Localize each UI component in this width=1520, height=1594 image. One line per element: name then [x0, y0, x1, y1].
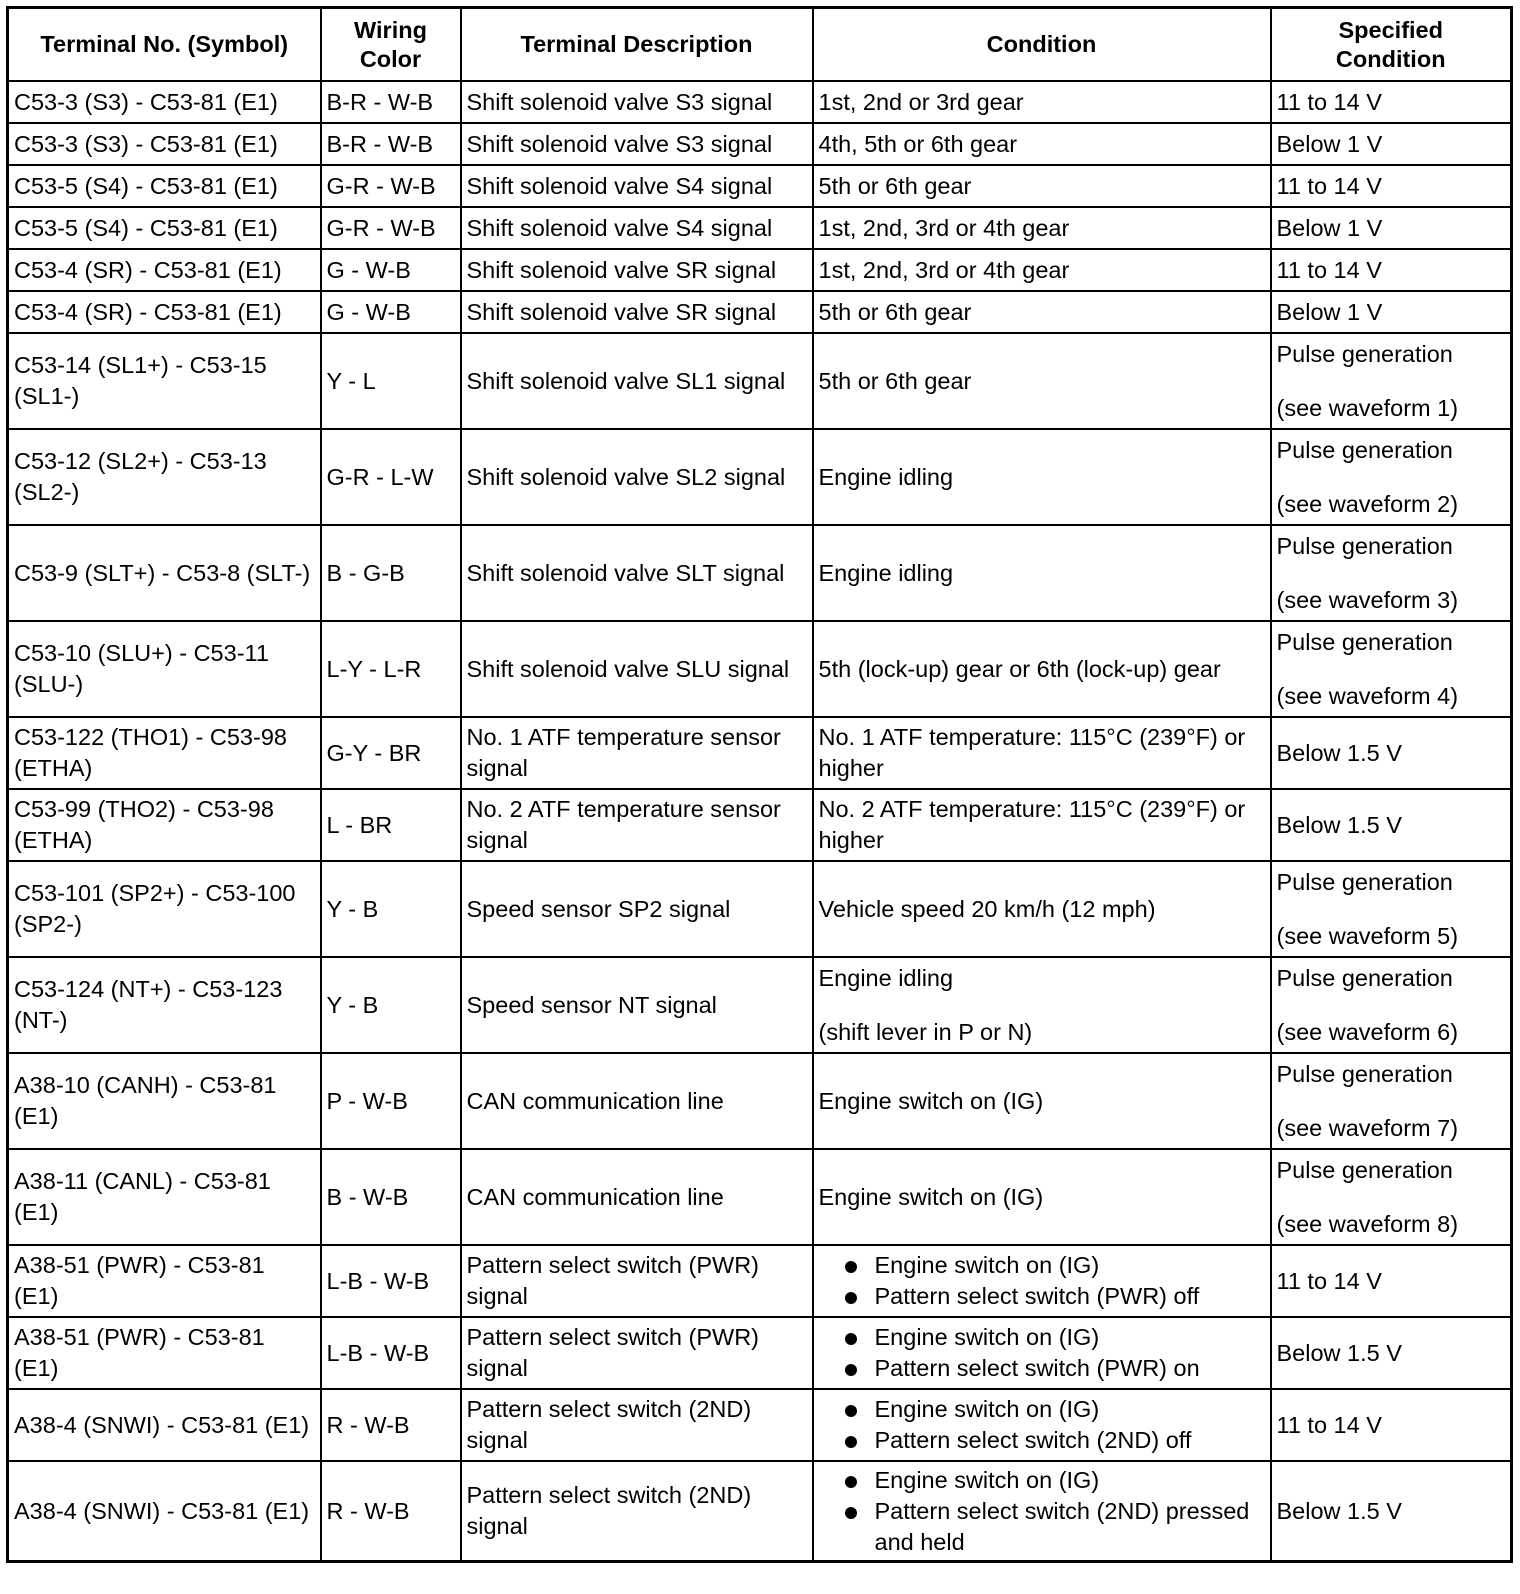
description-cell: No. 2 ATF temperature sensor signal [461, 789, 813, 861]
condition-cell [813, 1317, 1271, 1389]
terminal-cell: C53-3 (S3) - C53-81 (E1) [8, 81, 321, 123]
wiring-cell: P - W-B [321, 1053, 461, 1149]
header-condition: Condition [813, 8, 1271, 82]
condition-cell [813, 1461, 1271, 1562]
terminal-cell: C53-3 (S3) - C53-81 (E1) [8, 123, 321, 165]
specified-cell: Below 1.5 V [1271, 717, 1512, 789]
specified-cell: 11 to 14 V [1271, 1389, 1512, 1461]
description-cell: No. 1 ATF temperature sensor signal [461, 717, 813, 789]
description-cell: Shift solenoid valve SR signal [461, 249, 813, 291]
condition-bullet: Pattern select switch (2ND) pressed and held [825, 1496, 1265, 1558]
condition-cell: 1st, 2nd, 3rd or 4th gear [813, 249, 1271, 291]
description-cell: Pattern select switch (2ND) signal [461, 1389, 813, 1461]
specified-cell: Below 1.5 V [1271, 1461, 1512, 1562]
table-row [8, 621, 1512, 717]
table-row [8, 165, 1512, 207]
description-cell: Shift solenoid valve SLT signal [461, 525, 813, 621]
spec-line-2: (see waveform 7) [1276, 1114, 1459, 1141]
specified-cell [1271, 429, 1512, 525]
wiring-cell: L-B - W-B [321, 1317, 461, 1389]
terminal-cell: C53-10 (SLU+) - C53-11 (SLU-) [8, 621, 321, 717]
spec-line-2: (see waveform 1) [1276, 394, 1459, 421]
wiring-cell: L-Y - L-R [321, 621, 461, 717]
wiring-cell: Y - B [321, 861, 461, 957]
condition-cell: No. 2 ATF temperature: 115°C (239°F) or higher [813, 789, 1271, 861]
spec-line-1: Pulse generation [1276, 964, 1453, 991]
condition-bullet: Engine switch on (IG) [825, 1465, 1265, 1496]
table-row [8, 957, 1512, 1053]
wiring-cell: L-B - W-B [321, 1245, 461, 1317]
spec-line-1: Pulse generation [1276, 628, 1453, 655]
header-terminal: Terminal No. (Symbol) [8, 8, 321, 82]
table-row [8, 1389, 1512, 1461]
description-cell: Speed sensor NT signal [461, 957, 813, 1053]
description-cell: Pattern select switch (2ND) signal [461, 1461, 813, 1562]
terminal-cell: C53-12 (SL2+) - C53-13 (SL2-) [8, 429, 321, 525]
spec-line-1: Pulse generation [1276, 532, 1453, 559]
description-cell: Speed sensor SP2 signal [461, 861, 813, 957]
condition-line-2: (shift lever in P or N) [818, 1018, 1033, 1045]
wiring-cell: L - BR [321, 789, 461, 861]
wiring-cell: G-R - W-B [321, 207, 461, 249]
condition-cell: Engine idling [813, 429, 1271, 525]
description-cell: Shift solenoid valve SL2 signal [461, 429, 813, 525]
condition-cell: Vehicle speed 20 km/h (12 mph) [813, 861, 1271, 957]
condition-cell: 4th, 5th or 6th gear [813, 123, 1271, 165]
specified-cell: Below 1 V [1271, 291, 1512, 333]
condition-bullet: Engine switch on (IG) [825, 1250, 1265, 1281]
condition-cell: Engine switch on (IG) [813, 1149, 1271, 1245]
terminal-cell: C53-4 (SR) - C53-81 (E1) [8, 249, 321, 291]
condition-cell: Engine switch on (IG) [813, 1053, 1271, 1149]
table-row [8, 1461, 1512, 1562]
table-row [8, 1149, 1512, 1245]
wiring-cell: R - W-B [321, 1389, 461, 1461]
specified-cell: 11 to 14 V [1271, 249, 1512, 291]
specified-cell: Below 1.5 V [1271, 1317, 1512, 1389]
wiring-cell: Y - L [321, 333, 461, 429]
condition-bullet: Engine switch on (IG) [825, 1394, 1265, 1425]
description-cell: Shift solenoid valve SLU signal [461, 621, 813, 717]
specified-cell [1271, 861, 1512, 957]
terminal-cell: A38-4 (SNWI) - C53-81 (E1) [8, 1389, 321, 1461]
table-row [8, 861, 1512, 957]
condition-cell: Engine idling [813, 525, 1271, 621]
condition-bullet: Pattern select switch (PWR) off [825, 1281, 1265, 1312]
spec-line-2: (see waveform 5) [1276, 922, 1459, 949]
condition-bullet: Pattern select switch (PWR) on [825, 1353, 1265, 1384]
condition-bullet: Pattern select switch (2ND) off [825, 1425, 1265, 1456]
wiring-cell: R - W-B [321, 1461, 461, 1562]
description-cell: Shift solenoid valve S3 signal [461, 123, 813, 165]
specified-cell: Below 1 V [1271, 207, 1512, 249]
terminal-cell: C53-99 (THO2) - C53-98 (ETHA) [8, 789, 321, 861]
specified-cell [1271, 525, 1512, 621]
wiring-cell: G - W-B [321, 291, 461, 333]
terminal-cell: A38-10 (CANH) - C53-81 (E1) [8, 1053, 321, 1149]
condition-cell [813, 957, 1271, 1053]
terminal-cell: C53-14 (SL1+) - C53-15 (SL1-) [8, 333, 321, 429]
description-cell: CAN communication line [461, 1053, 813, 1149]
specified-cell: 11 to 14 V [1271, 1245, 1512, 1317]
spec-line-1: Pulse generation [1276, 436, 1453, 463]
description-cell: Pattern select switch (PWR) signal [461, 1245, 813, 1317]
condition-cell: 5th (lock-up) gear or 6th (lock-up) gear [813, 621, 1271, 717]
description-cell: Pattern select switch (PWR) signal [461, 1317, 813, 1389]
specified-cell: Below 1.5 V [1271, 789, 1512, 861]
terminal-cell: A38-4 (SNWI) - C53-81 (E1) [8, 1461, 321, 1562]
terminal-cell: C53-101 (SP2+) - C53-100 (SP2-) [8, 861, 321, 957]
table-row [8, 1245, 1512, 1317]
table-row [8, 249, 1512, 291]
table-row [8, 81, 1512, 123]
spec-line-1: Pulse generation [1276, 868, 1453, 895]
specified-cell: 11 to 14 V [1271, 165, 1512, 207]
wiring-cell: B-R - W-B [321, 81, 461, 123]
wiring-cell: G - W-B [321, 249, 461, 291]
table-row [8, 789, 1512, 861]
specified-cell [1271, 333, 1512, 429]
condition-cell: 5th or 6th gear [813, 333, 1271, 429]
spec-line-2: (see waveform 4) [1276, 682, 1459, 709]
specified-cell [1271, 957, 1512, 1053]
table-row [8, 207, 1512, 249]
table-row [8, 123, 1512, 165]
table-row [8, 1053, 1512, 1149]
condition-cell [813, 1245, 1271, 1317]
spec-line-1: Pulse generation [1276, 340, 1453, 367]
spec-line-2: (see waveform 3) [1276, 586, 1459, 613]
specified-cell [1271, 621, 1512, 717]
condition-cell: 1st, 2nd, 3rd or 4th gear [813, 207, 1271, 249]
condition-cell: No. 1 ATF temperature: 115°C (239°F) or higher [813, 717, 1271, 789]
terminal-cell: A38-51 (PWR) - C53-81 (E1) [8, 1317, 321, 1389]
table-row [8, 429, 1512, 525]
condition-cell: 1st, 2nd or 3rd gear [813, 81, 1271, 123]
terminal-cell: C53-122 (THO1) - C53-98 (ETHA) [8, 717, 321, 789]
wiring-cell: Y - B [321, 957, 461, 1053]
table-row [8, 291, 1512, 333]
wiring-cell: B - W-B [321, 1149, 461, 1245]
terminal-cell: C53-5 (S4) - C53-81 (E1) [8, 165, 321, 207]
header-wiring-color: Wiring Color [321, 8, 461, 82]
spec-line-2: (see waveform 8) [1276, 1210, 1459, 1237]
terminal-inspection-table [6, 6, 1513, 1563]
specified-cell: 11 to 14 V [1271, 81, 1512, 123]
description-cell: Shift solenoid valve S4 signal [461, 207, 813, 249]
condition-cell [813, 1389, 1271, 1461]
description-cell: CAN communication line [461, 1149, 813, 1245]
table-row [8, 333, 1512, 429]
condition-cell: 5th or 6th gear [813, 165, 1271, 207]
terminal-cell: C53-124 (NT+) - C53-123 (NT-) [8, 957, 321, 1053]
terminal-cell: A38-51 (PWR) - C53-81 (E1) [8, 1245, 321, 1317]
terminal-cell: C53-4 (SR) - C53-81 (E1) [8, 291, 321, 333]
spec-line-2: (see waveform 6) [1276, 1018, 1459, 1045]
terminal-cell: C53-9 (SLT+) - C53-8 (SLT-) [8, 525, 321, 621]
wiring-cell: G-R - W-B [321, 165, 461, 207]
specified-cell [1271, 1053, 1512, 1149]
condition-line-1: Engine idling [818, 964, 954, 991]
specified-cell: Below 1 V [1271, 123, 1512, 165]
specified-cell [1271, 1149, 1512, 1245]
wiring-cell: G-R - L-W [321, 429, 461, 525]
condition-bullet: Engine switch on (IG) [825, 1322, 1265, 1353]
description-cell: Shift solenoid valve SR signal [461, 291, 813, 333]
table-row [8, 717, 1512, 789]
terminal-cell: A38-11 (CANL) - C53-81 (E1) [8, 1149, 321, 1245]
condition-cell: 5th or 6th gear [813, 291, 1271, 333]
description-cell: Shift solenoid valve S3 signal [461, 81, 813, 123]
header-specified: Specified Condition [1271, 8, 1512, 82]
description-cell: Shift solenoid valve S4 signal [461, 165, 813, 207]
table-row [8, 525, 1512, 621]
spec-line-1: Pulse generation [1276, 1156, 1453, 1183]
spec-line-2: (see waveform 2) [1276, 490, 1459, 517]
header-description: Terminal Description [461, 8, 813, 82]
spec-line-1: Pulse generation [1276, 1060, 1453, 1087]
wiring-cell: B-R - W-B [321, 123, 461, 165]
terminal-cell: C53-5 (S4) - C53-81 (E1) [8, 207, 321, 249]
description-cell: Shift solenoid valve SL1 signal [461, 333, 813, 429]
table-row [8, 1317, 1512, 1389]
wiring-cell: G-Y - BR [321, 717, 461, 789]
header-row [8, 8, 1512, 82]
wiring-cell: B - G-B [321, 525, 461, 621]
